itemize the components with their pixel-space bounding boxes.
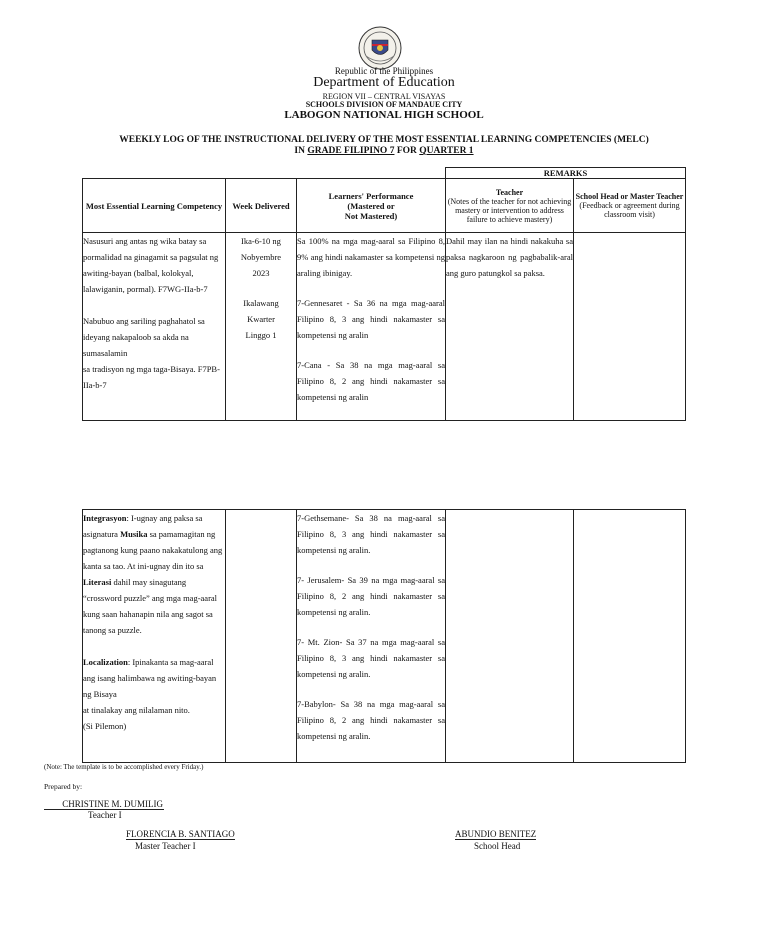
- melc-header: Most Essential Learning Competency: [83, 179, 226, 233]
- integration-paragraph: [83, 510, 225, 638]
- integration-text-a: : I-ugnay ang paksa sa asignatura: [83, 513, 203, 539]
- deped-seal-logo: [358, 26, 402, 70]
- school-head-note: (Feedback or agreement during classroom visit): [579, 201, 680, 219]
- title-grade: GRADE FILIPINO 7: [307, 146, 395, 156]
- school-head-remarks-cell: [574, 233, 686, 421]
- performance-header: [297, 179, 446, 233]
- report-title: WEEKLY LOG OF THE INSTRUCTIONAL DELIVERY OF THE MOST ESSENTIAL LEARNING COMPETENCIES (MELC): [119, 135, 649, 145]
- integration-cell: [83, 510, 226, 763]
- week-cell: [226, 233, 297, 421]
- teacher-remarks-cell: [446, 510, 574, 763]
- integration-musika: Musika: [120, 529, 148, 539]
- table-row: [83, 510, 686, 763]
- performance-text-7: 7-Babylon- Sa 38 na mga mag-aaral sa Filipino 8, 2 ang hindi nakamaster sa kompetensi ng aralin.: [297, 699, 445, 741]
- school-name: LABOGON NATIONAL HIGH SCHOOL: [284, 109, 484, 121]
- weekly-log-table-continued: [82, 509, 686, 763]
- localization-paragraph: [83, 654, 225, 702]
- performance-title: Learners' Performance: [328, 190, 414, 201]
- performance-text-3: 7-Cana - Sa 38 na mga mag-aaral sa Filipino 8, 2 ang hindi nakamaster sa kompetensi ng aralin: [297, 360, 445, 402]
- prepared-by-label: Prepared by:: [44, 782, 83, 791]
- school-head-header: [574, 179, 686, 233]
- performance-text-5: 7- Jerusalem- Sa 39 na mga mag-aaral sa Filipino 8, 2 ang hindi nakamaster sa kompetensi ng aralin.: [297, 575, 445, 617]
- performance-sub1: (Mastered or: [347, 200, 395, 211]
- integration-text-b: sa pamamagitan ng pagtanong kung paano nakakatulong ang kanta sa tao. At ini-ugnay din ito sa: [83, 529, 223, 571]
- performance-text-4: 7-Gethsemane- Sa 38 na mag-aaral sa Filipino 8, 3 ang hindi nakamaster sa kompetensi ng aralin.: [297, 513, 445, 555]
- report-subtitle: [0, 146, 768, 157]
- integration-label: Integrasyon: [83, 513, 127, 523]
- remarks-header: REMARKS: [446, 168, 686, 179]
- localization-text-c: (Si Pilemon): [83, 721, 127, 731]
- integration-text-c: dahil may sinagutang “crossword puzzle” ang mga mag-aaral kung saan hahanapin nila ang sagot sa tanong sa puzzle.: [83, 577, 218, 635]
- melc-text-2: Nabubuo ang sariling paghahatol sa ideyang nakapaloob sa akda na sumasalamin: [83, 316, 205, 358]
- preparer-name-text: CHRISTINE M. DUMILIG: [62, 799, 163, 809]
- teacher-remarks-cell: Dahil may ilan na hindi nakakuha sa paksa nagkaroon ng pagbabalik-aral ang guro patungkol sa paksa.: [446, 233, 574, 421]
- preparer-role: Teacher I: [88, 810, 122, 820]
- performance-cell: [297, 510, 446, 763]
- republic-text: Republic of the Philippines: [334, 66, 434, 76]
- week-line-6: Linggo 1: [245, 330, 277, 340]
- integration-literasi: Literasi: [83, 577, 112, 587]
- teacher-title: Teacher: [495, 187, 524, 197]
- title-for: FOR: [394, 146, 417, 156]
- master-teacher-role: Master Teacher I: [135, 841, 196, 851]
- performance-cell: [297, 233, 446, 421]
- performance-text-1: Sa 100% na mga mag-aaral sa Filipino 8, 9% ang hindi nakamaster sa kompetensi ng araling ibinigay.: [297, 236, 445, 278]
- melc-cell: [83, 233, 226, 421]
- title-in: IN: [294, 146, 305, 156]
- localization-text-b: at tinalakay ang nilalaman nito.: [83, 705, 190, 715]
- school-head-title: School Head or Master Teacher: [575, 192, 684, 201]
- preparer-name: [44, 799, 164, 810]
- performance-sub2: Not Mastered): [344, 210, 398, 221]
- melc-text-1: Nasusuri ang antas ng wika batay sa pormalidad na ginagamit sa pagsulat ng awiting-bayan (balbal, kolokyal, lalawiganin, pormal). F7WG-IIa-b-7: [83, 236, 219, 294]
- weekly-log-table: [82, 167, 686, 421]
- table-row: [83, 233, 686, 421]
- school-head-role: School Head: [474, 841, 521, 851]
- week-line-2: Nobyembre: [240, 252, 282, 262]
- performance-text-2: 7-Gennesaret - Sa 36 na mga mag-aaral Filipino 8, 3 ang hindi nakamaster sa kompetensi ng aralin: [297, 298, 445, 340]
- division-text: SCHOOLS DIVISION OF MANDAUE CITY: [305, 100, 463, 109]
- school-head-remarks-cell: [574, 510, 686, 763]
- teacher-note: (Notes of the teacher for not achieving mastery or intervention to address failure to achieve mastery): [447, 196, 572, 224]
- week-header: Week Delivered: [226, 179, 297, 233]
- week-line-1: Ika-6-10 ng: [241, 236, 281, 246]
- teacher-header: [446, 179, 574, 233]
- school-head-name: ABUNDIO BENITEZ: [455, 829, 537, 839]
- melc-text-3: sa tradisyon ng mga taga-Bisaya. F7PB-IIa-b-7: [83, 364, 220, 390]
- localization-label: Localization: [83, 657, 128, 667]
- week-line-5: Kwarter: [247, 314, 275, 324]
- template-note: (Note: The template is to be accomplished every Friday.): [44, 763, 204, 771]
- region-text: REGION VII – CENTRAL VISAYAS: [322, 92, 446, 101]
- performance-text-6: 7- Mt. Zion- Sa 37 na mga mag-aaral sa Filipino 8, 3 ang hindi nakamaster sa kompetensi ng aralin.: [297, 637, 445, 679]
- week-line-3: 2023: [252, 268, 270, 278]
- week-cell: [226, 510, 297, 763]
- master-teacher-name: FLORENCIA B. SANTIAGO: [126, 829, 235, 839]
- localization-text-a: : Ipinakanta sa mag-aaral ang isang halimbawa ng awiting-bayan ng Bisaya: [83, 657, 217, 699]
- title-quarter: QUARTER 1: [419, 146, 474, 156]
- department-text: Department of Education: [313, 75, 455, 90]
- week-line-4: Ikalawang: [243, 298, 279, 308]
